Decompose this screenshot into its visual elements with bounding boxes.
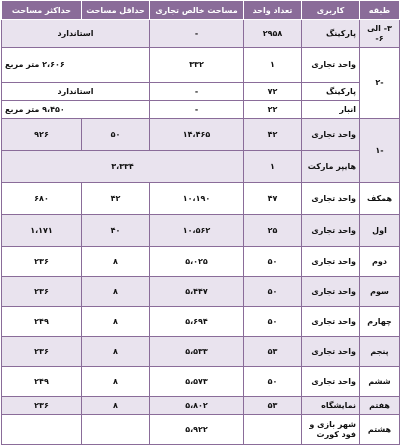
area-note-cell: استاندارد <box>2 83 150 101</box>
floor-cell: -۲ <box>360 48 400 119</box>
table-row <box>2 83 400 101</box>
count-cell: ۵۰ <box>244 367 302 397</box>
max-area-cell <box>2 415 82 445</box>
header-row <box>2 1 400 20</box>
header-max-area: حداکثر مساحت <box>2 1 82 20</box>
floor-cell: ششم <box>360 367 400 397</box>
count-cell: ۷۲ <box>244 83 302 101</box>
floor-cell: همکف <box>360 183 400 215</box>
net-area-cell: ۵،۸۰۲ <box>150 397 244 415</box>
use-cell: انبار <box>302 101 360 119</box>
count-cell: ۴۲ <box>244 119 302 151</box>
floor-cell: چهارم <box>360 307 400 337</box>
max-area-cell: ۲۳۶ <box>2 277 82 307</box>
use-cell: واحد تجاری <box>302 367 360 397</box>
use-cell: واحد تجاری <box>302 215 360 247</box>
count-cell: ۱ <box>244 151 302 183</box>
min-area-cell <box>82 415 150 445</box>
use-cell: واحد تجاری <box>302 247 360 277</box>
table-row <box>2 337 400 367</box>
floor-cell: هشتم <box>360 415 400 445</box>
use-cell: واحد تجاری <box>302 183 360 215</box>
net-area-cell: ۵،۰۲۵ <box>150 247 244 277</box>
use-cell: پارکینگ <box>302 83 360 101</box>
count-cell <box>244 415 302 445</box>
count-cell: ۴۷ <box>244 183 302 215</box>
net-area-cell: ۵،۴۴۷ <box>150 277 244 307</box>
net-area-cell: ۵،۹۲۲ <box>150 415 244 445</box>
area-note-cell: استاندارد <box>2 20 150 48</box>
use-cell: واحد تجاری <box>302 119 360 151</box>
count-cell: ۵۳ <box>244 397 302 415</box>
table-row <box>2 397 400 415</box>
count-cell: ۲۵ <box>244 215 302 247</box>
table-row <box>2 20 400 48</box>
max-area-cell: ۶۸۰ <box>2 183 82 215</box>
min-area-cell: ۴۲ <box>82 183 150 215</box>
net-area-cell: - <box>150 20 244 48</box>
max-area-cell: ۱،۱۷۱ <box>2 215 82 247</box>
min-area-cell: ۸ <box>82 247 150 277</box>
max-area-cell: ۲۳۶ <box>2 337 82 367</box>
min-area-cell: ۸ <box>82 277 150 307</box>
header-count: تعداد واحد <box>244 1 302 20</box>
net-area-cell: ۱۰،۱۹۰ <box>150 183 244 215</box>
count-cell: ۵۰ <box>244 277 302 307</box>
use-cell: هایپر مارکت <box>302 151 360 183</box>
floor-cell: -۱ <box>360 119 400 183</box>
net-area-cell: ۱۰،۵۶۲ <box>150 215 244 247</box>
net-area-cell: - <box>150 83 244 101</box>
min-area-cell: ۸ <box>82 367 150 397</box>
max-area-cell: ۲۴۹ <box>2 367 82 397</box>
count-cell: ۱ <box>244 48 302 83</box>
count-cell: ۵۰ <box>244 307 302 337</box>
area-note-cell: ۲،۶۰۶ متر مربع <box>2 48 150 83</box>
floor-cell: پنجم <box>360 337 400 367</box>
floor-cell: هفتم <box>360 397 400 415</box>
header-min-area: حداقل مساحت <box>82 1 150 20</box>
table-row <box>2 215 400 247</box>
max-area-cell: ۹۲۶ <box>2 119 82 151</box>
net-area-cell: ۱۴،۴۶۵ <box>150 119 244 151</box>
table-row <box>2 367 400 397</box>
header-use: کاربری <box>302 1 360 20</box>
use-cell: شهر بازی و فود کورت <box>302 415 360 445</box>
min-area-cell: ۸ <box>82 337 150 367</box>
use-cell: نمایشگاه <box>302 397 360 415</box>
table-row <box>2 151 400 183</box>
table-row <box>2 101 400 119</box>
min-area-cell: ۵۰ <box>82 119 150 151</box>
count-cell: ۲۲ <box>244 101 302 119</box>
use-cell: واحد تجاری <box>302 337 360 367</box>
floor-cell: اول <box>360 215 400 247</box>
net-area-cell: ۵،۵۳۳ <box>150 337 244 367</box>
count-cell: ۵۰ <box>244 247 302 277</box>
min-area-cell: ۸ <box>82 397 150 415</box>
floor-cell: سوم <box>360 277 400 307</box>
table-row <box>2 119 400 151</box>
max-area-cell: ۲۳۶ <box>2 247 82 277</box>
max-area-cell: ۲۴۹ <box>2 307 82 337</box>
use-cell: پارکینگ <box>302 20 360 48</box>
table-row <box>2 307 400 337</box>
table-row <box>2 183 400 215</box>
use-cell: واحد تجاری <box>302 307 360 337</box>
use-cell: واحد تجاری <box>302 48 360 83</box>
net-area-cell: - <box>150 101 244 119</box>
area-note-cell: ۳،۳۳۴ <box>2 151 244 183</box>
use-cell: واحد تجاری <box>302 277 360 307</box>
count-cell: ۵۳ <box>244 337 302 367</box>
header-floor: طبقه <box>360 1 400 20</box>
count-cell: ۲۹۵۸ <box>244 20 302 48</box>
table-row <box>2 247 400 277</box>
table-row <box>2 415 400 445</box>
area-note-cell: ۹،۴۵۰ متر مربع <box>2 101 150 119</box>
table-row <box>2 48 400 83</box>
net-area-cell: ۵،۶۹۴ <box>150 307 244 337</box>
floor-cell: دوم <box>360 247 400 277</box>
net-area-cell: ۵،۵۷۳ <box>150 367 244 397</box>
header-net-area: مساحت خالص تجاری <box>150 1 244 20</box>
max-area-cell: ۲۳۶ <box>2 397 82 415</box>
net-area-cell: ۳۳۲ <box>150 48 244 83</box>
min-area-cell: ۸ <box>82 307 150 337</box>
floor-cell: ۳- الی ۶- <box>360 20 400 48</box>
min-area-cell: ۴۰ <box>82 215 150 247</box>
commercial-area-table <box>1 0 400 445</box>
table-row <box>2 277 400 307</box>
